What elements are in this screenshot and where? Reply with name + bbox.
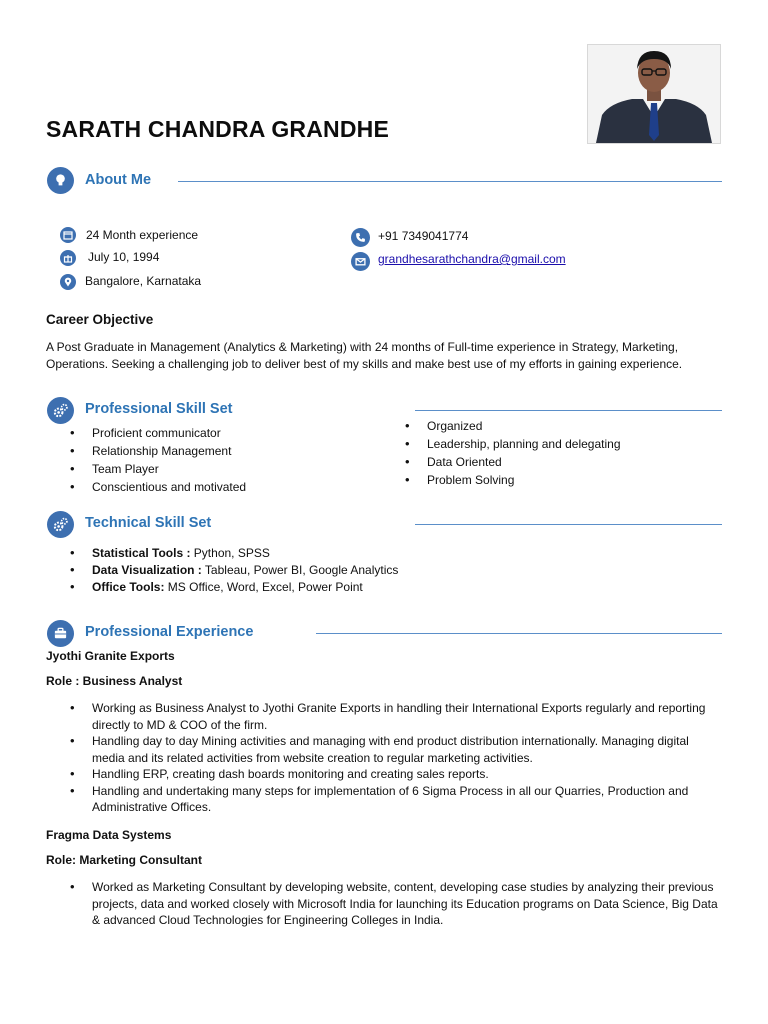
gears-icon (47, 511, 74, 538)
list-item: • Proficient communicator (46, 425, 376, 443)
list-item: • Leadership, planning and delegating (381, 436, 721, 454)
mail-icon (351, 252, 370, 271)
list-item: • Team Player (46, 461, 376, 479)
tech-skill-value: Tableau, Power BI, Google Analytics (201, 563, 399, 577)
list-item: • Organized (381, 418, 721, 436)
gift-icon (60, 250, 76, 266)
list-item: • Data Oriented (381, 454, 721, 472)
email-link[interactable]: grandhesarathchandra@gmail.com (378, 252, 566, 266)
list-item: • Worked as Marketing Consultant by developing website, content, developing case studies by analyzing their previous projects, data and worked closely with Microsoft India for launching its Education programs on Data Science, Big Data & advanced Cloud Technologies for Engineering Colleges in India. (46, 879, 722, 929)
list-item: • Working as Business Analyst to Jyothi Granite Exports in handling their International Exports regularly and reporting directly to MD & COO of the firm. (46, 700, 722, 733)
career-objective-heading: Career Objective (46, 312, 154, 327)
experience-duration: 24 Month experience (86, 228, 199, 242)
section-divider (415, 410, 722, 411)
list-item: • Problem Solving (381, 472, 721, 490)
job-role: Role: Marketing Consultant (46, 853, 203, 867)
gears-icon (47, 397, 74, 424)
job-responsibilities (46, 700, 722, 816)
profile-photo-image (588, 45, 720, 143)
list-item: • Conscientious and motivated (46, 479, 376, 497)
list-item (46, 545, 722, 562)
location: Bangalore, Karnataka (85, 274, 202, 288)
skills-list-right (381, 418, 721, 490)
lightbulb-icon (47, 167, 74, 194)
briefcase-icon (47, 620, 74, 647)
section-divider (316, 633, 722, 634)
profile-photo (587, 44, 721, 144)
list-item (46, 579, 722, 596)
section-divider (415, 524, 722, 525)
candidate-name: SARATH CHANDRA GRANDHE (46, 116, 389, 142)
location-pin-icon (60, 274, 76, 290)
skills-list-left (46, 425, 376, 497)
tech-skills-list (46, 545, 722, 596)
section-title-skills: Professional Skill Set (85, 401, 233, 417)
company-name: Fragma Data Systems (46, 828, 172, 842)
career-objective-text: A Post Graduate in Management (Analytics & Marketing) with 24 months of Full-time experience in Strategy, Marketing, Operations. Seeking a challenging job to deliver best of my skills and make best use of my efforts in gaining experience. (46, 340, 683, 371)
phone-icon (351, 228, 370, 247)
tech-skill-label: Office Tools: (92, 580, 165, 594)
section-divider (178, 181, 722, 182)
tech-skill-value: MS Office, Word, Excel, Power Point (164, 580, 363, 594)
calendar-icon (60, 227, 76, 243)
date-of-birth: July 10, 1994 (88, 250, 160, 264)
job-role: Role : Business Analyst (46, 674, 183, 688)
tech-skill-label: Data Visualization : (92, 563, 202, 577)
job-responsibilities (46, 879, 722, 929)
section-title-experience: Professional Experience (85, 624, 254, 640)
section-title-tech: Technical Skill Set (85, 515, 212, 531)
list-item (46, 562, 722, 579)
list-item: • Handling ERP, creating dash boards monitoring and creating sales reports. (46, 766, 722, 783)
list-item: • Handling and undertaking many steps for implementation of 6 Sigma Process in all our Quarries, Production and Administrative Offices. (46, 783, 722, 816)
company-name: Jyothi Granite Exports (46, 649, 175, 663)
phone-number: +91 7349041774 (378, 229, 469, 243)
list-item: • Handling day to day Mining activities and managing with end product distribution internationally. Managing digital media and its related activities from website creation to regular marketing activities. (46, 733, 722, 766)
tech-skill-label: Statistical Tools : (92, 546, 191, 560)
section-title-about: About Me (85, 172, 152, 188)
tech-skill-value: Python, SPSS (190, 546, 270, 560)
list-item: • Relationship Management (46, 443, 376, 461)
